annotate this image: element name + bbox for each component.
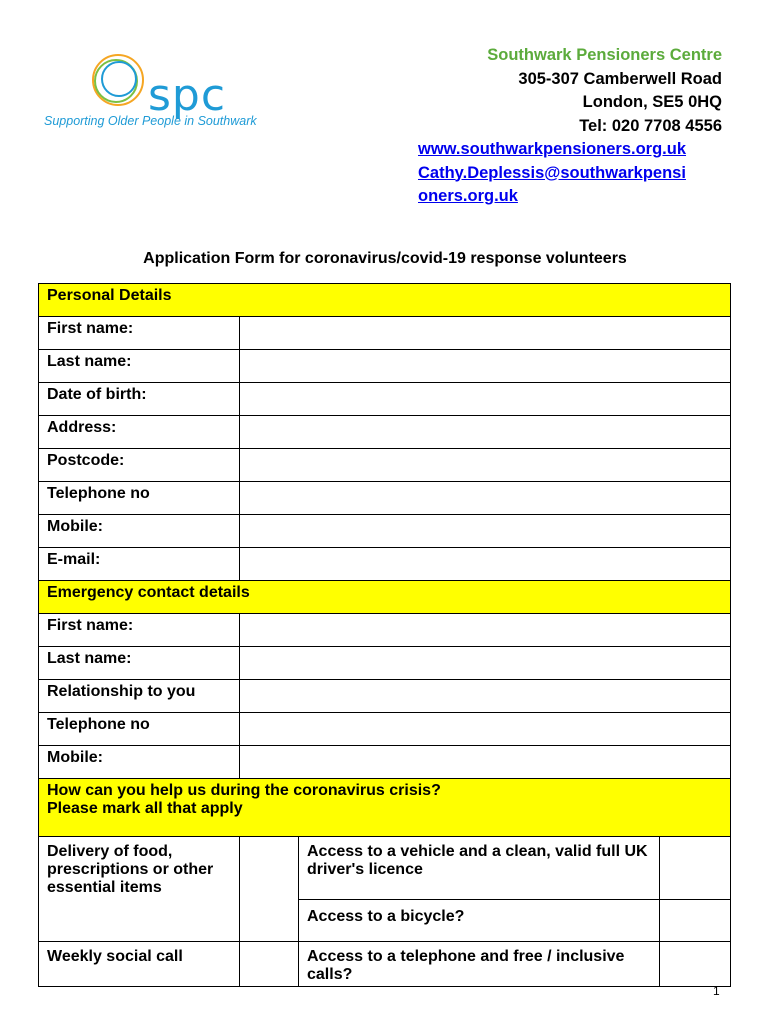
section-personal-details: Personal Details: [39, 284, 731, 317]
emergency-last-name-input[interactable]: [240, 647, 731, 680]
field-label: E-mail:: [39, 548, 240, 581]
field-label: Telephone no: [39, 482, 240, 515]
logo-tagline: Supporting Older People in Southwark: [44, 114, 257, 128]
table-row: [39, 416, 731, 449]
vehicle-option-label: Access to a vehicle and a clean, valid full UK driver's licence: [299, 837, 660, 900]
website-link[interactable]: www.southwarkpensioners.org.uk: [418, 140, 687, 158]
emergency-telephone-input[interactable]: [240, 713, 731, 746]
table-row: [39, 482, 731, 515]
org-name: Southwark Pensioners Centre: [487, 46, 722, 64]
form-title: Application Form for coronavirus/covid-19 response volunteers: [143, 250, 627, 267]
table-row: [39, 746, 731, 779]
mobile-input[interactable]: [240, 515, 731, 548]
table-row: [39, 449, 731, 482]
social-call-checkbox[interactable]: [240, 942, 299, 987]
emergency-relationship-input[interactable]: [240, 680, 731, 713]
first-name-input[interactable]: [240, 317, 731, 350]
email-link[interactable]: [418, 162, 722, 209]
page-number: 1: [713, 984, 720, 998]
emergency-first-name-input[interactable]: [240, 614, 731, 647]
table-row: [39, 350, 731, 383]
section-help-options: [39, 779, 731, 837]
field-label: Last name:: [39, 350, 240, 383]
telephone-option-label: Access to a telephone and free / inclusive calls?: [299, 942, 660, 987]
table-row: [39, 680, 731, 713]
contact-block: [418, 44, 722, 209]
field-label: Mobile:: [39, 515, 240, 548]
email-input[interactable]: [240, 548, 731, 581]
help-heading-line-2: Please mark all that apply: [47, 800, 243, 817]
table-row: [39, 317, 731, 350]
bicycle-checkbox[interactable]: [660, 900, 731, 942]
field-label: Address:: [39, 416, 240, 449]
delivery-option-label: Delivery of food, prescriptions or other essential items: [39, 837, 240, 942]
spc-logo: [44, 50, 284, 140]
emergency-mobile-input[interactable]: [240, 746, 731, 779]
email-line-1: Cathy.Deplessis@southwarkpensi: [418, 163, 686, 182]
vehicle-checkbox[interactable]: [660, 837, 731, 900]
field-label: Last name:: [39, 647, 240, 680]
street-address: 305-307 Camberwell Road: [518, 69, 722, 88]
help-heading-line-1: How can you help us during the coronavirus crisis?: [47, 782, 441, 799]
field-label: Telephone no: [39, 713, 240, 746]
field-label: Mobile:: [39, 746, 240, 779]
section-emergency-contact: Emergency contact details: [39, 581, 731, 614]
postcode-input[interactable]: [240, 449, 731, 482]
table-row: [39, 515, 731, 548]
field-label: Relationship to you: [39, 680, 240, 713]
table-row: [39, 383, 731, 416]
delivery-checkbox[interactable]: [240, 837, 299, 942]
spc-swirl-icon: [88, 50, 148, 110]
table-row: [39, 647, 731, 680]
field-label: Date of birth:: [39, 383, 240, 416]
city-postcode: London, SE5 0HQ: [582, 93, 722, 111]
telephone: Tel: 020 7708 4556: [579, 116, 722, 135]
table-row: [39, 548, 731, 581]
telephone-checkbox[interactable]: [660, 942, 731, 987]
last-name-input[interactable]: [240, 350, 731, 383]
social-call-option-label: Weekly social call: [39, 942, 240, 987]
email-line-2: oners.org.uk: [418, 187, 518, 205]
table-row: [39, 942, 731, 987]
table-row: [39, 713, 731, 746]
telephone-input[interactable]: [240, 482, 731, 515]
table-row: [39, 614, 731, 647]
logo-wordmark: spc: [148, 70, 227, 121]
bicycle-option-label: Access to a bicycle?: [299, 900, 660, 942]
application-form-table: [38, 283, 731, 987]
field-label: Postcode:: [39, 449, 240, 482]
field-label: First name:: [39, 317, 240, 350]
table-row: [39, 837, 731, 900]
date-of-birth-input[interactable]: [240, 383, 731, 416]
field-label: First name:: [39, 614, 240, 647]
address-input[interactable]: [240, 416, 731, 449]
